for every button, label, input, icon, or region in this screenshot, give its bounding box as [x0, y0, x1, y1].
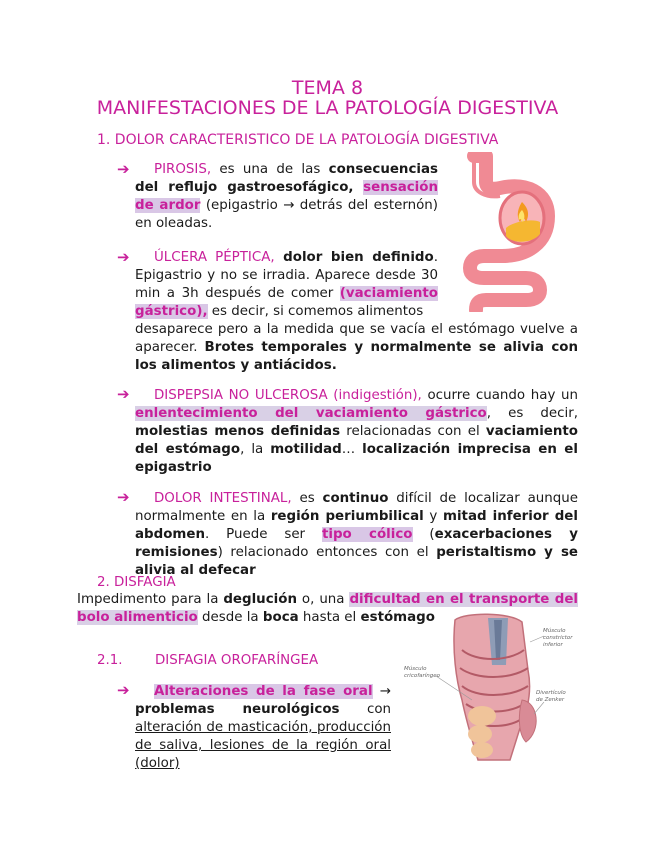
text: desde la [197, 610, 263, 625]
highlight: enlentecimiento del vaciamiento gástrico [135, 406, 487, 421]
text: es una de las [211, 162, 329, 177]
highlight: dificultad en el transporte del bolo alimenticio [77, 592, 578, 625]
bold-text: problemas neurológicos [135, 702, 340, 717]
text: ocurre cuando hay un [421, 388, 578, 403]
bold-text: Brotes temporales y normalmente se alivia con los alimentos y antiácidos. [135, 340, 578, 373]
text: . Epigastrio y no se irradia. Aparece desde 30 min a 3h después de comer [135, 250, 438, 301]
bullet-arrow-icon: ➔ [117, 248, 130, 266]
bold-text: estómago [360, 610, 435, 625]
text: relacionadas con el [340, 424, 486, 439]
bold-text: localización imprecisa en el epigastrio [135, 442, 578, 475]
section-2-heading: 2. DISFAGIA [97, 575, 176, 590]
text: desaparece pero a la medida que se vacía el estómago vuelve a aparecer. [135, 322, 578, 355]
text: → [372, 684, 391, 699]
bullet-arrow-icon: ➔ [117, 160, 130, 178]
highlight: tipo cólico [321, 527, 413, 542]
label-zenker-diverticulum: Divertículo de Zenker [536, 690, 566, 703]
text: es [291, 491, 323, 506]
stomach-illustration [456, 152, 556, 312]
ulcera-paragraph-cont [135, 321, 578, 375]
bullet-arrow-icon: ➔ [117, 488, 130, 506]
highlight: sensación de ardor [135, 180, 438, 213]
text: , es decir, [486, 406, 578, 421]
intestinal-term: DOLOR INTESTINAL, [154, 491, 292, 506]
dispepsia-term: DISPEPSIA NO ULCEROSA (indigestión), [154, 388, 422, 403]
pirosis-term: PIROSIS, [154, 162, 212, 177]
dispepsia-paragraph [135, 387, 578, 477]
pirosis-paragraph [135, 161, 438, 233]
bold-text: región periumbilical [270, 509, 424, 524]
text: (epigastrio → detrás del esternón) en oleadas. [135, 198, 438, 231]
text: Impedimento para la [77, 592, 224, 607]
text: . Puede ser [204, 527, 322, 542]
text: ) relacionado entonces con el [217, 545, 437, 560]
ulcera-paragraph [135, 249, 438, 321]
bold-text: vaciamiento del estómago [135, 424, 578, 457]
bullet-arrow-icon: ➔ [117, 385, 130, 403]
highlight: Alteraciones de la fase oral [154, 684, 373, 699]
bold-text: exacerbaciones y remisiones [135, 527, 578, 560]
bold-text: dolor bien definido [274, 250, 434, 265]
highlight: (vaciamiento gástrico), [135, 286, 438, 319]
bold-text: consecuencias del reflujo gastroesofágico, [135, 162, 438, 195]
text: hasta el [298, 610, 361, 625]
orofaringea-paragraph [135, 683, 391, 773]
text: con [339, 702, 391, 717]
label-cricopharyngeus: Músculo cricofaríngeo [404, 666, 441, 679]
text: difícil de localizar aunque normalmente en la [135, 491, 578, 524]
text: y [423, 509, 443, 524]
section-2-1-number: 2.1. [97, 653, 123, 668]
text: es decir, si comemos alimentos [207, 304, 424, 319]
bullet-arrow-icon: ➔ [117, 681, 130, 699]
section-2-1-heading: DISFAGIA OROFARÍNGEA [155, 653, 319, 668]
bold-text: molestias menos definidas [135, 424, 341, 439]
bold-text: peristaltismo y se alivia al defecar [135, 545, 578, 578]
text: , la [240, 442, 271, 457]
text: o, una [296, 592, 350, 607]
label-inferior-constrictor: Músculo constrictor inferior [543, 628, 573, 648]
section-1-heading: 1. DOLOR CARACTERISTICO DE LA PATOLOGÍA DIGESTIVA [97, 132, 499, 148]
text: ( [412, 527, 435, 542]
text: … [341, 442, 363, 457]
underlined-text: alteración de masticación, producción de saliva, lesiones de la región oral (dolor) [135, 720, 391, 771]
bold-text: boca [262, 610, 299, 625]
ulcera-term: ÚLCERA PÉPTICA, [154, 250, 275, 265]
page-title: TEMA 8 [291, 77, 364, 99]
page-subtitle: MANIFESTACIONES DE LA PATOLOGÍA DIGESTIVA [96, 97, 559, 119]
bold-text: motilidad [270, 442, 342, 457]
bold-text: continuo [322, 491, 389, 506]
bold-text: deglución [223, 592, 297, 607]
bold-text: mitad inferior del abdomen [135, 509, 578, 542]
intestinal-paragraph [135, 490, 578, 580]
